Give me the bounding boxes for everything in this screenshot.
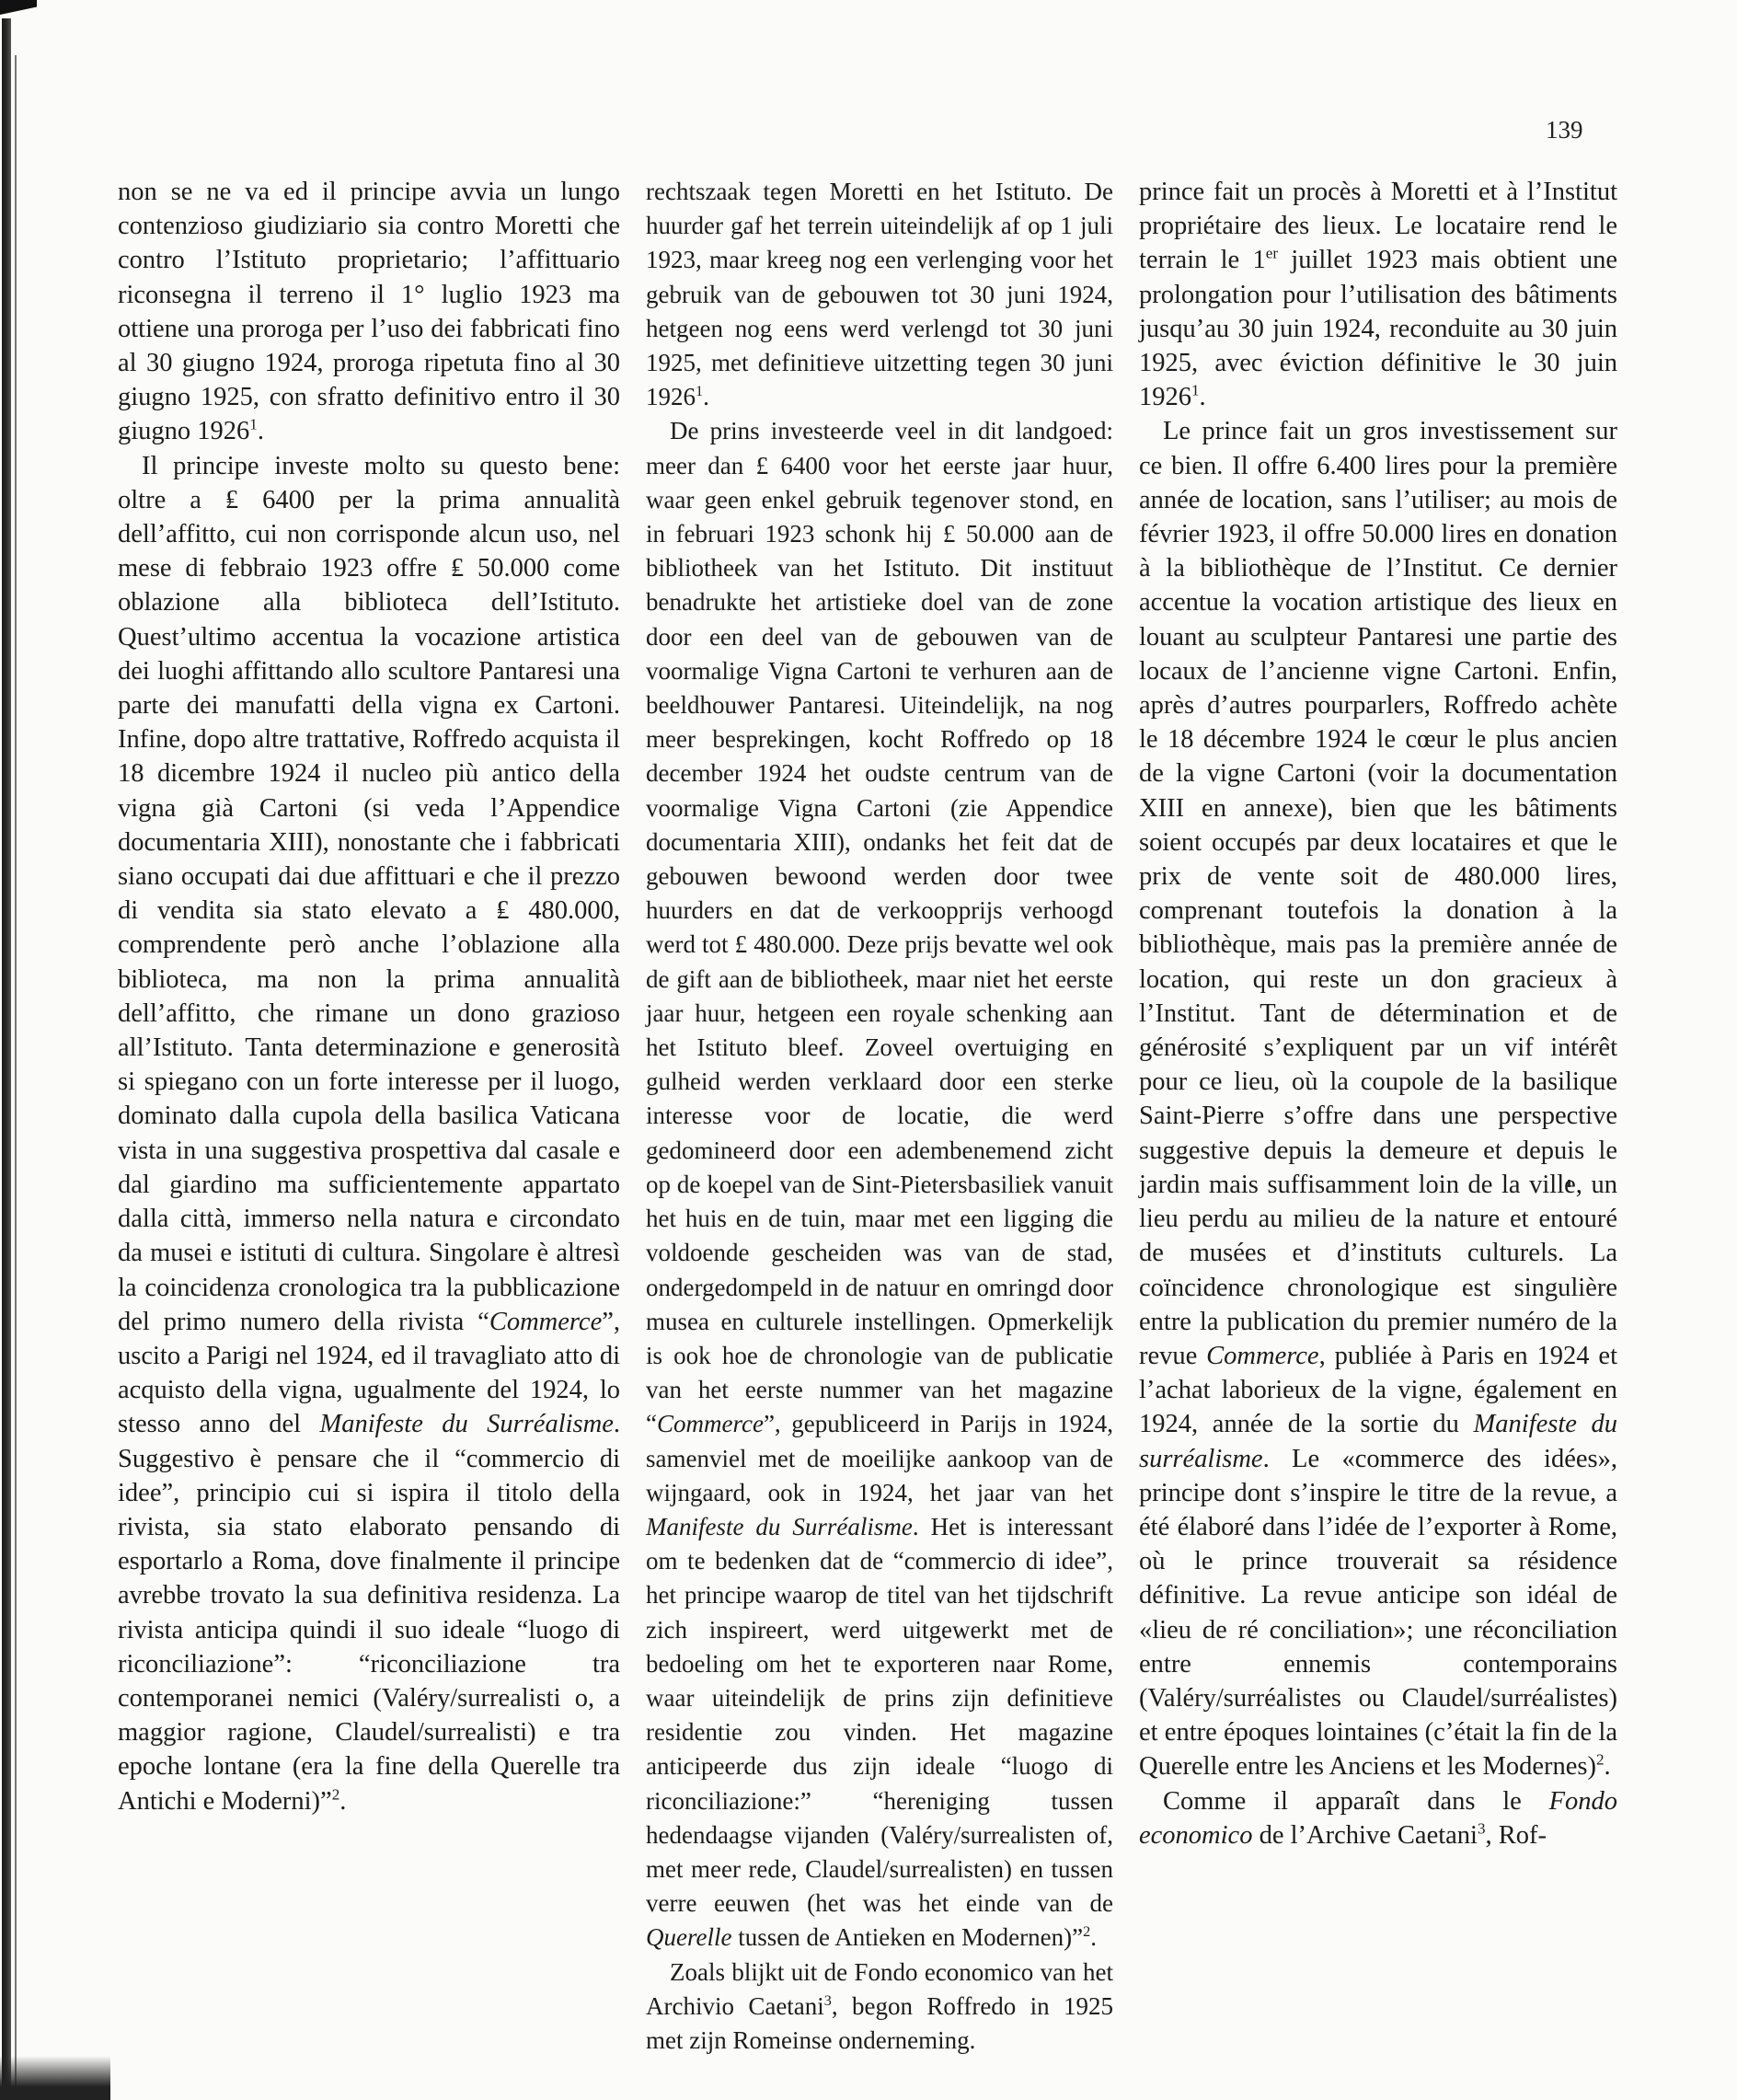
italic-text: Fondo economico — [1139, 1786, 1617, 1850]
italic-text: Commerce — [1206, 1341, 1319, 1370]
text-run: De prins investeerde veel in dit landgoed: meer dan £ 6400 voor het eerste jaar huur, waar geen enkel gebruik tegenover stond, en in februari 1923 schonk hij £ 50.000 aan de bibliotheek van het Istituto. Dit instituut benadrukte het artistieke doel van de zone door een deel van de gebouwen van de voormalige Vigna Cartoni te verhuren aan de beeldhouwer Pantaresi. Uiteindelijk, na nog meer besprekingen, kocht Roffredo op 18 december 1924 het oudste centrum van de voormalige Vigna Cartoni (zie Appendice documentaria XIII), ondanks het feit dat de gebouwen bewoond werden door twee huurders en dat de verkoopprijs verhoogd werd tot £ 480.000. Deze prijs bevatte wel ook de gift aan de bibliotheek, maar niet het eerste jaar huur, hetgeen een royale schenking aan het Istituto bleef. Zoveel overtuiging en gulheid werden verklaard door een sterke interesse voor de locatie, die werd gedomineerd door een adembenemend zicht op de koepel van de Sint-Pietersbasiliek vanuit het huis en de tuin, maar met een ligging die voldoende gescheiden was van de stad, ondergedompeld in de natuur en omringd door musea en culturele instellingen. Opmerkelijk is ook hoe de chronologie van de publicatie van het eerste nummer van het magazine “ — [646, 417, 1113, 1438]
paragraph — [118, 449, 620, 1818]
italic-text: Querelle — [646, 1923, 732, 1952]
text-run: . — [339, 1786, 347, 1816]
footnote-ref: 3 — [1477, 1819, 1486, 1838]
page-edge-shadow-bottom — [0, 2056, 110, 2100]
footnote-ref: 2 — [1083, 1923, 1091, 1941]
text-run: prince fait un procès à Moretti et à l’Institut propriétaire des lieux. Le locataire rend le terrain le 1 — [1139, 178, 1617, 275]
text-run: Il principe investe molto su questo bene: oltre a ₤ 6400 per la prima annualità dell’affitto, cui non corrisponde alcun uso, nel mese di febbraio 1923 offre ₤ 50.000 come oblazione alla biblioteca dell’Istituto. Quest’ultimo accentua la vocazione artistica dei luoghi affittando allo scultore Pantaresi una parte dei manufatti della vigna ex Cartoni. Infine, dopo altre trattative, Roffredo acquista il 18 dicembre 1924 il nucleo più antico della vigna già Cartoni (si veda l’Appendice documentaria XIII), nonostante che i fabbricati siano occupati dai due affittuari e che il prezzo di vendita sia stato elevato a ₤ 480.000, comprendente però anche l’oblazione alla biblioteca, ma non la prima annualità dell’affitto, che rimane un dono grazioso all’Istituto. Tanta determinazione e generosità si spiegano con un forte interesse per il luogo, dominato dalla cupola della basilica Vaticana vista in una suggestiva prospettiva dal casale e dal giardino ma sufficientemente appartato dalla città, immerso nella natura e circondato da musei e istituti di cultura. Singolare è altresì la coincidenza cronologica tra la pubblicazione del primo numero della rivista “ — [118, 451, 620, 1336]
text-run: Comme il apparaît dans le — [1163, 1786, 1549, 1816]
paragraph — [646, 1956, 1113, 2059]
footnote-ref: er — [1265, 244, 1279, 262]
footnote-ref: 2 — [331, 1785, 340, 1804]
paragraph — [1139, 414, 1617, 1783]
column-french — [1139, 175, 1617, 1852]
text-run: Le prince fait un gros investissement sur ce bien. Il offre 6.400 lires pour la première année de location, sans l’utiliser; au mois de février 1923, il offre 50.000 lires en donation à la bibliothèque de l’Institut. Ce dernier accentue la vocation artistique des lieux en louant au sculpteur Pantaresi une partie des locaux de l’ancienne vigne Cartoni. Enfin, après d’autres pourparlers, Roffredo achète le 18 décembre 1924 le cœur le plus ancien de la vigne Cartoni (voir la documentation XIII en annexe), bien que les bâtiments soient occupés par deux locataires et que le prix de vente soit de 480.000 lires, comprenant toutefois la donation à la bibliothèque, mais pas la première année de location, qui reste un don gracieux à l’Institut. Tant de détermination et de générosité s’expliquent par un vif intérêt pour ce lieu, où la coupole de la basilique Saint-Pierre s’offre dans une perspective suggestive depuis la demeure et depuis le jardin mais suffisamment loin de la ville, un lieu perdu au milieu de la nature et entouré de musées et d’instituts culturels. La coïncidence chronologique est singulière entre la publication du premier numéro de la revue — [1139, 417, 1617, 1370]
page-number: 139 — [1546, 116, 1583, 144]
italic-text: Commerce — [489, 1307, 603, 1336]
text-run: , publiée à Paris en 1924 et l’achat laborieux de la vigne, également en 1924, année de la sortie du — [1139, 1341, 1617, 1439]
text-run: . — [1604, 1752, 1611, 1782]
paragraph — [646, 175, 1113, 414]
footnote-ref: 3 — [823, 1991, 832, 2009]
page-edge-shadow-left — [2, 18, 11, 2100]
text-run: . Het is interessant om te bedenken dat de “commercio di idee”, het principe waarop de titel van het tijdschrift zich inspireert, werd uitgewerkt met de bedoeling om het te exporteren naar Rome, waar uiteindelijk de prins zijn definitieve residentie zou vinden. Het magazine anticipeerde dus zijn ideale “luogo di riconciliazione:” “hereniging tussen hedendaagse vijanden (Valéry/surrealisten of, met meer rede, Claudel/surrealisten) en tussen verre eeuwen (het was het einde van de — [646, 1512, 1113, 1918]
italic-text: Manifeste du surréalisme — [1139, 1410, 1618, 1473]
italic-text: Commerce — [656, 1410, 764, 1438]
paragraph — [1139, 1784, 1617, 1852]
text-run: . — [1199, 383, 1206, 412]
text-run: . — [1090, 1923, 1097, 1952]
text-run: tussen de Antieken en Modernen)” — [731, 1923, 1084, 1952]
column-dutch — [646, 175, 1113, 2058]
text-run: . Suggestivo è pensare che il “commercio di idee”, principio cui si ispira il titolo della rivista, sia stato elaborato pensando di esportarlo a Roma, dove finalmente il principe avrebbe trovato la sua definitiva residenza. La rivista anticipa quindi il suo ideale “luogo di riconciliazione”: “riconciliazione tra contemporanei nemici (Valéry/surrealisti o, a maggior ragione, Claudel/surrealisti) e tra epoche lontane (era la fine della Querelle tra Antichi e Moderni)” — [118, 1410, 620, 1816]
text-run: , begon Roffredo in 1925 met zijn Romeinse onderneming. — [646, 1991, 1113, 2054]
footnote-ref: 1 — [249, 415, 258, 433]
text-run: Zoals blijkt uit de Fondo economico van het Archivio Caetani — [646, 1957, 1113, 2020]
text-run: . — [703, 383, 709, 411]
text-run: non se ne va ed il principe avvia un lungo contenzioso giudiziario sia contro Moretti che contro l’Istituto proprietario; l’affittuario riconsegna il terreno il 1° luglio 1923 ma ottiene una proroga per l’uso dei fabbricati fino al 30 giugno 1924, proroga ripetuta fino al 30 giugno 1925, con sfratto definitivo entro il 30 giugno 1926 — [118, 178, 620, 446]
paragraph — [1139, 175, 1617, 414]
page-edge-shadow-top — [0, 0, 37, 15]
page-edge-line — [15, 55, 17, 2100]
footnote-ref: 1 — [696, 383, 704, 400]
italic-text: Manifeste du Surréalisme — [319, 1410, 614, 1439]
text-run: ”, uscito a Parigi nel 1924, ed il travagliato atto di acquisto della vigna, ugualmente del 1924, lo stesso anno del — [118, 1307, 620, 1439]
paragraph — [646, 414, 1113, 1955]
footnote-ref: 2 — [1595, 1750, 1605, 1769]
text-run: ”, gepubliceerd in Parijs in 1924, samenviel met de moeilijke aankoop van de wijngaard, ook in 1924, het jaar van het — [646, 1410, 1113, 1506]
text-run: de l’Archive Caetani — [1252, 1820, 1478, 1850]
text-run: . — [257, 417, 264, 446]
text-run: juillet 1923 mais obtient une prolongation pour l’utilisation des bâtiments jusqu’au 30 juin 1924, reconduite au 30 juin 1925, avec éviction définitive le 30 juin 1926 — [1139, 246, 1617, 412]
italic-text: Manifeste du Surréalisme — [646, 1512, 913, 1540]
text-run: , Rof- — [1485, 1820, 1547, 1850]
column-italian — [118, 175, 620, 1818]
text-run: . Le «commerce des idées», principe dont s’inspire le titre de la revue, a été élaboré dans l’idée de l’exporter à Rome, où le prince trouverait sa résidence définitive. La revue anticipe son idéal de «lieu de ré conciliation»; une réconciliation entre ennemis contemporains (Valéry/surréalistes ou Claudel/surréalistes) et entre époques lointaines (c’était la fin de la Querelle entre les Anciens et les Modernes) — [1139, 1444, 1617, 1782]
text-run: rechtszaak tegen Moretti en het Istituto. De huurder gaf het terrein uiteindelijk af op 1 juli 1923, maar kreeg nog een verlenging voor het gebruik van de gebouwen tot 30 juni 1924, hetgeen nog eens werd verlengd tot 30 juni 1925, met definitieve uitzetting tegen 30 juni 1926 — [646, 178, 1113, 411]
paragraph — [118, 175, 620, 449]
footnote-ref: 1 — [1191, 381, 1200, 399]
